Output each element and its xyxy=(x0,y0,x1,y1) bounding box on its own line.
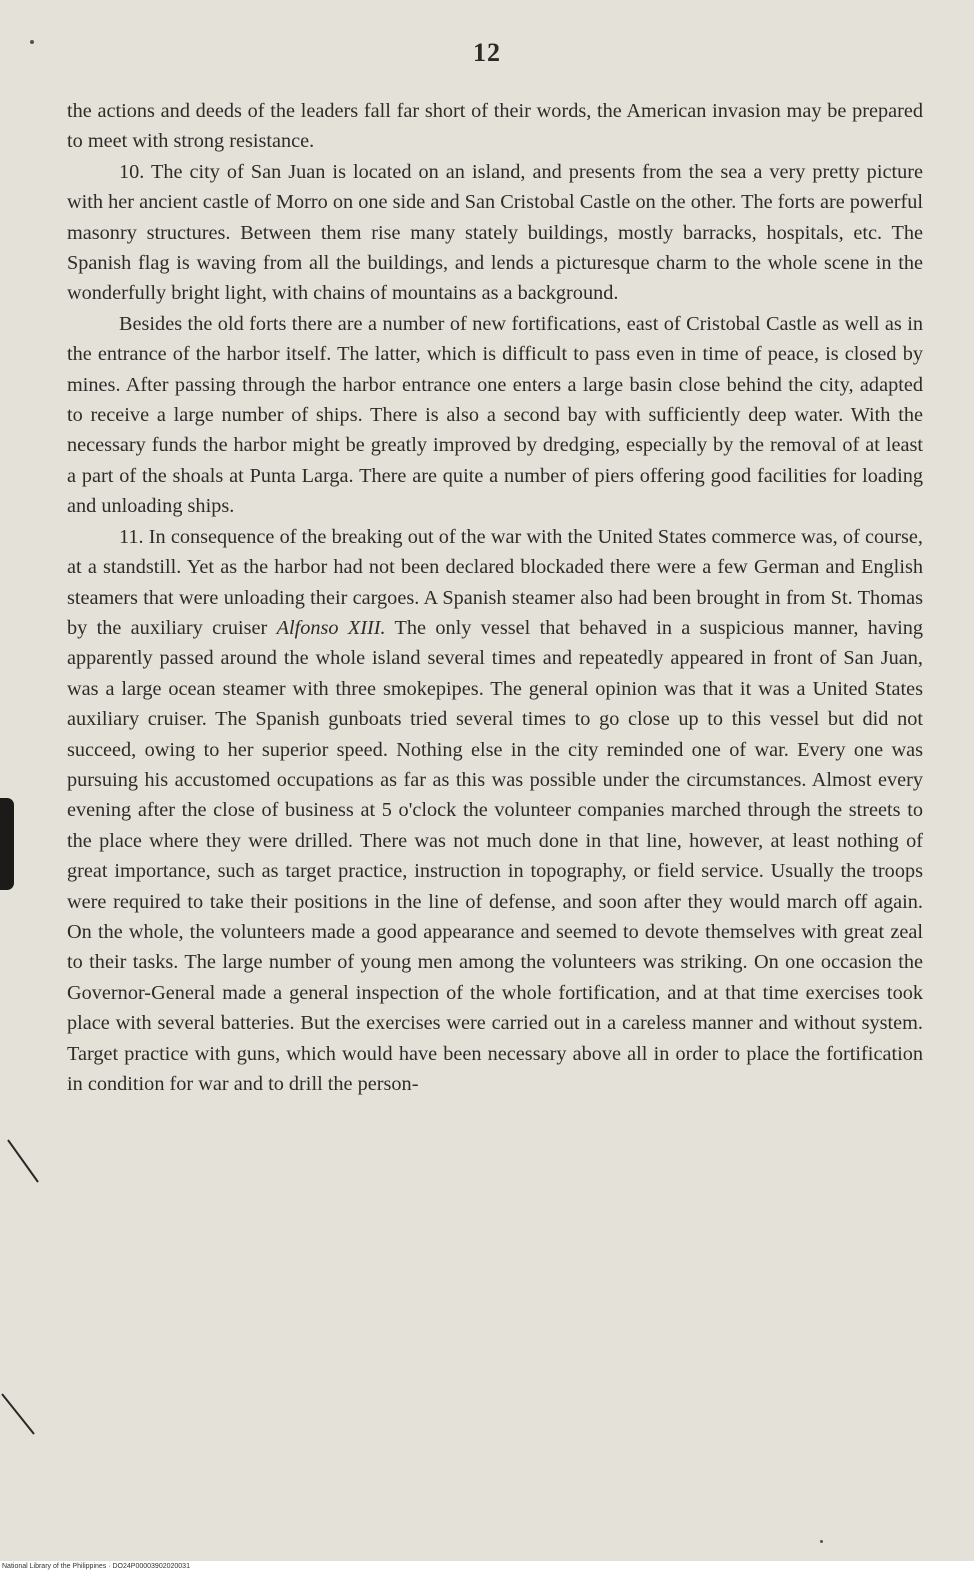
paragraph-11-text-a: 11. In consequence of the breaking out of the war with the United States commerce was, of course, at a standstill. Yet as the harbor had not been declared blockaded there were a few German and English steamers that were unloading their cargoes. A Spanish steamer also had been brought in from St. Thomas by the auxiliary cruiser xyxy=(67,525,923,639)
page-number: 12 xyxy=(473,38,501,67)
footer-strip xyxy=(0,1561,974,1572)
footer-credit: National Library of the Philippines · DO24P00003902020031 xyxy=(2,1563,190,1570)
pencil-stroke-mark xyxy=(6,1138,46,1188)
binding-shadow-mark xyxy=(0,798,14,890)
paragraph-fortifications: Besides the old forts there are a number of new fortifications, east of Cristobal Castle as well as in the entrance of the harbor itself. The latter, which is difficult to pass even in time of peace, is closed by mines. After passing through the harbor entrance one enters a large basin close behind the city, adapted to receive a large number of ships. There is also a second bay with sufficiently deep water. With the necessary funds the harbor might be greatly improved by dredging, especially by the removal of at least a part of the shoals at Punta Larga. There are quite a number of piers offering good facilities for loading and unloading ships. xyxy=(67,312,923,518)
ship-name-italic: Alfonso XIII. xyxy=(276,616,386,639)
paragraph-11 xyxy=(67,522,923,1100)
scan-speck xyxy=(820,1540,823,1543)
paragraph-11-text-b: The only vessel that behaved in a suspicious manner, having apparently passed around the whole island several times and repeatedly appeared in front of San Juan, was a large ocean steamer with three smokepipes. The general opinion was that it was a United States auxiliary cruiser. The Spanish gunboats tried several times to go close up to this vessel but did not succeed, owing to her superior speed. Nothing else in the city reminded one of war. Every one was pursuing his accustomed occupations as far as this was possible under the circumstances. Almost every evening after the close of business at 5 o'clock the volunteer companies marched through the streets to the place where they were drilled. There was not much done in that line, however, at least nothing of great importance, such as target practice, instruction in topography, or field service. Usually the troops were required to take their positions in the line of defense, and soon after they would march off again. On the whole, the volunteers made a good appearance and seemed to devote themselves with great zeal to their tasks. The large number of young men among the volunteers was striking. On one occasion the Governor-General made a general inspection of the whole fortification, and at that time exercises took place with several batteries. But the exercises were carried out in a careless manner and without system. Target practice with guns, which would have been necessary above all in order to place the fortification in condition for war and to drill the person- xyxy=(67,616,924,1095)
paragraph-10: 10. The city of San Juan is located on an island, and presents from the sea a very pretty picture with her ancient castle of Morro on one side and San Cristobal Castle on the other. The forts are powerful masonry structures. Between them rise many stately buildings, mostly barracks, hospitals, etc. The Spanish flag is waving from all the buildings, and lends a picturesque charm to the whole scene in the wonderfully bright light, with chains of mountains as a background. xyxy=(67,160,923,305)
pencil-stroke-mark xyxy=(0,1392,40,1442)
body-text xyxy=(67,96,923,1099)
paragraph-continuation: the actions and deeds of the leaders fall far short of their words, the American invasion may be prepared to meet with strong resistance. xyxy=(67,100,923,153)
scan-speck xyxy=(30,40,34,44)
